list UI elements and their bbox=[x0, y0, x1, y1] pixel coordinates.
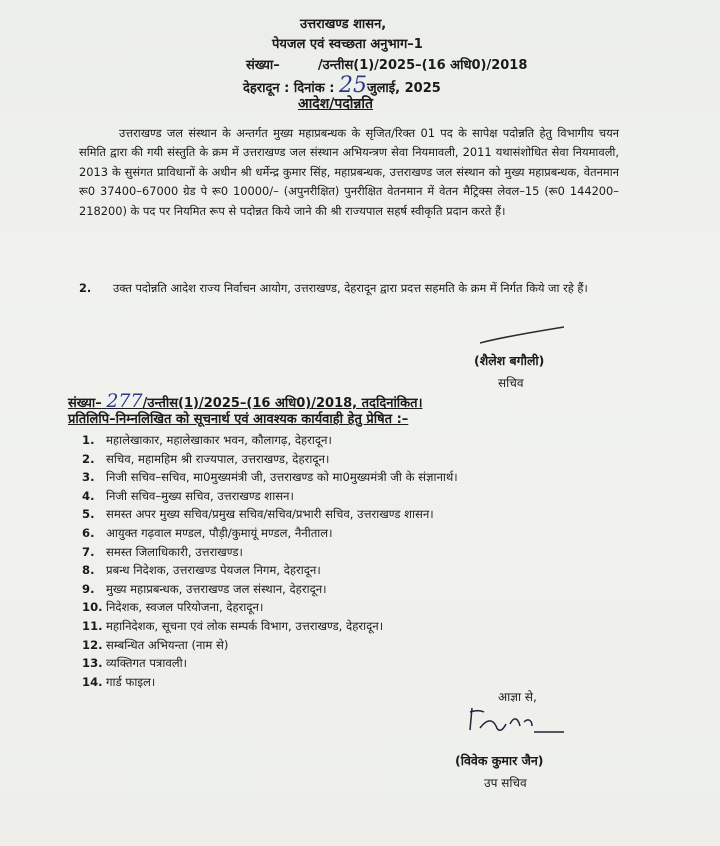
order-paragraph-1: उत्तराखण्ड जल संस्थान के अन्तर्गत मुख्य महाप्रबन्धक के सृजित/रिक्त 01 पद के सापेक्ष पदोन्नति हेतु विभागीय चयन समिति द्वारा की गयी संस्तुति के क्रम में उत्तराखण्ड जल संस्थान अभियन्त्रण सेवा नियमावली, 2011 यथासंशोधित सेवा नियमावली, 2013 के सुसंगत प्राविधानों के अधीन श्री धर्मेन्द्र कुमार सिंह, महाप्रबन्धक, उत्तराखण्ड जल संस्थान को मुख्य महाप्रबन्धक, वेतनमान रू0 37400–67000 ग्रेड पे रू0 10000/– (अपुनरीक्षित) पुनरीक्षित वेतनमान में वेतन मैट्रिक्स लेवल–15 (रू0 144200–218200) के पद पर नियमित रूप से पदोन्नत किये जाने की श्री राज्यपाल सहर्ष स्वीकृति प्रदान करते हैं। bbox=[79, 126, 619, 218]
recipient-text: महालेखाकार, महालेखाकार भवन, कौलागढ़, देहरादून। bbox=[106, 433, 332, 447]
recipient-number: 2. bbox=[82, 451, 95, 466]
recipient-item bbox=[82, 487, 458, 506]
date-month-year: जुलाई, 2025 bbox=[366, 81, 441, 96]
recipient-number: 10. bbox=[82, 600, 103, 615]
recipient-item bbox=[82, 617, 458, 636]
recipient-item bbox=[82, 543, 458, 562]
recipient-number: 4. bbox=[82, 488, 95, 503]
recipient-number: 9. bbox=[82, 581, 95, 596]
signatory-2-designation: उप सचिव bbox=[484, 776, 527, 790]
recipient-text: मुख्य महाप्रबन्धक, उत्तराखण्ड जल संस्थान, देहरादून। bbox=[106, 581, 327, 596]
recipient-text: गार्ड फाइल। bbox=[106, 674, 156, 689]
signature-1-stroke bbox=[478, 323, 568, 353]
signatory-1-designation: सचिव bbox=[498, 376, 524, 390]
recipient-item bbox=[82, 524, 458, 543]
recipient-list bbox=[82, 431, 458, 691]
recipient-item bbox=[82, 598, 458, 617]
paragraph-2-number: 2. bbox=[79, 281, 92, 295]
place-date-label: देहरादून : दिनांक : bbox=[243, 81, 335, 96]
signatory-1-name: (शैलेश बगौली) bbox=[474, 353, 545, 368]
recipient-text: निदेशक, स्वजल परियोजना, देहरादून। bbox=[106, 600, 264, 615]
signature-2-stroke bbox=[462, 702, 572, 742]
recipient-text: निजी सचिव–मुख्य सचिव, उत्तराखण्ड शासन। bbox=[106, 488, 294, 503]
recipient-item bbox=[82, 505, 458, 524]
recipient-text: व्यक्तिगत पत्रावली। bbox=[106, 656, 188, 671]
signatory-2-name: (विवेक कुमार जैन) bbox=[455, 753, 544, 768]
recipient-text: सचिव, महामहिम श्री राज्यपाल, उत्तराखण्ड, देहरादून। bbox=[106, 451, 330, 466]
recipient-item bbox=[82, 431, 458, 450]
recipient-number: 1. bbox=[82, 433, 95, 447]
recipient-text: निजी सचिव–सचिव, मा0मुख्यमंत्री जी, उत्तराखण्ड को मा0मुख्यमंत्री जी के संज्ञानार्थ। bbox=[106, 470, 458, 485]
copy-intro: प्रतिलिपि–निम्नलिखित को सूचनार्थ एवं आवश्यक कार्यवाही हेतु प्रेषित :– bbox=[68, 412, 409, 427]
ref-suffix: /उन्तीस(1)/2025–(16 अधि0)/2018 bbox=[317, 58, 528, 73]
recipient-number: 7. bbox=[82, 544, 95, 559]
recipient-item bbox=[82, 468, 458, 487]
recipient-number: 11. bbox=[82, 618, 103, 633]
recipient-item bbox=[82, 654, 458, 673]
recipient-item bbox=[82, 450, 458, 469]
reference-number bbox=[246, 55, 527, 73]
recipient-number: 8. bbox=[82, 563, 95, 578]
recipient-number: 3. bbox=[82, 470, 95, 485]
copy-ref-label: संख्या– bbox=[68, 396, 102, 411]
department-name: पेयजल एवं स्वच्छता अनुभाग–1 bbox=[272, 37, 423, 52]
government-name: उत्तराखण्ड शासन, bbox=[300, 17, 387, 32]
recipient-number: 12. bbox=[82, 637, 103, 652]
ref-label: संख्या– bbox=[246, 58, 280, 73]
recipient-text: समस्त जिलाधिकारी, उत्तराखण्ड। bbox=[106, 544, 243, 559]
handwritten-date: 25 bbox=[338, 73, 367, 98]
order-paragraph-2 bbox=[79, 279, 619, 298]
recipient-text: आयुक्त गढ़वाल मण्डल, पौड़ी/कुमायूं मण्डल, नैनीताल। bbox=[106, 525, 333, 540]
recipient-item bbox=[82, 561, 458, 580]
recipient-text: प्रबन्ध निदेशक, उत्तराखण्ड पेयजल निगम, देहरादून। bbox=[106, 563, 321, 578]
recipient-item bbox=[82, 673, 458, 692]
recipient-text: महानिदेशक, सूचना एवं लोक सम्पर्क विभाग, उत्तराखण्ड, देहरादून। bbox=[106, 618, 384, 633]
order-title: आदेश/पदोन्नति bbox=[298, 96, 373, 112]
recipient-number: 5. bbox=[82, 507, 95, 522]
order-note: आज्ञा से, bbox=[498, 690, 537, 704]
recipient-item bbox=[82, 636, 458, 655]
paragraph-2-text: उक्त पदोन्नति आदेश राज्य निर्वाचन आयोग, उत्तराखण्ड, देहरादून द्वारा प्रदत्त सहमति के क्रम में निर्गत किये जा रहे हैं। bbox=[113, 281, 588, 295]
recipient-number: 14. bbox=[82, 674, 103, 689]
recipient-number: 13. bbox=[82, 656, 103, 671]
copy-ref-suffix: /उन्तीस(1)/2025–(16 अधि0)/2018, तददिनांकित। bbox=[142, 396, 423, 411]
recipient-number: 6. bbox=[82, 525, 95, 540]
recipient-item bbox=[82, 580, 458, 599]
recipient-text: सम्बन्धित अभियन्ता (नाम से) bbox=[106, 637, 229, 652]
recipient-text: समस्त अपर मुख्य सचिव/प्रमुख सचिव/सचिव/प्रभारी सचिव, उत्तराखण्ड शासन। bbox=[106, 507, 434, 522]
handwritten-ref-number: 277 bbox=[106, 390, 143, 412]
